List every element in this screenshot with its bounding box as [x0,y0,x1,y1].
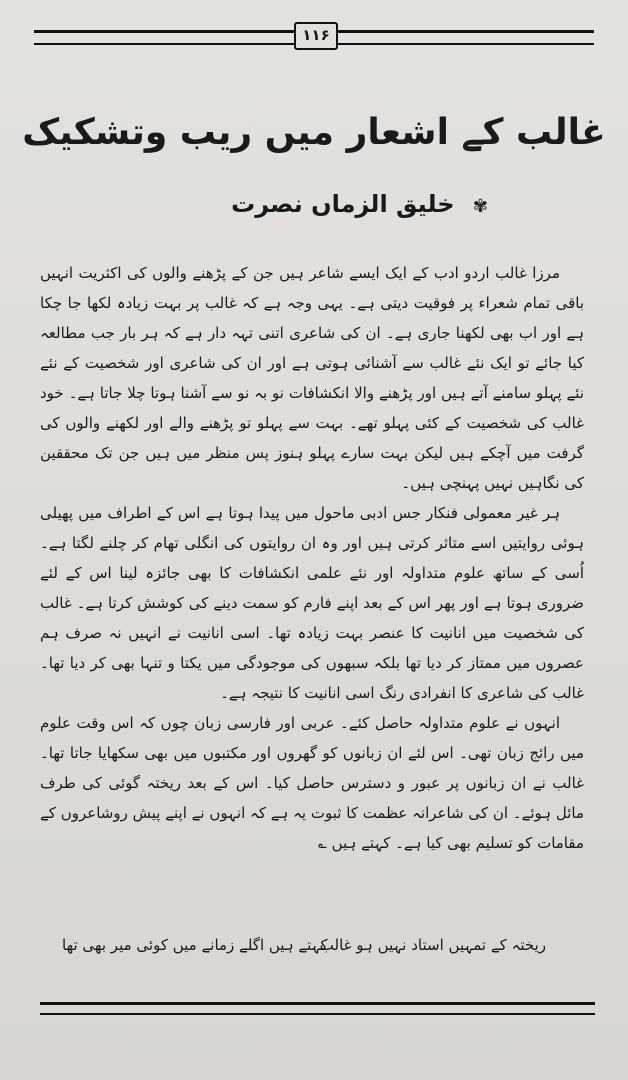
couplet-line-2: کہتے ہیں اگلے زمانے میں کوئی میر بھی تھا [62,936,328,954]
footer-rule [40,1002,595,1015]
couplet [40,936,584,966]
paragraph: مرزا غالب اردو ادب کے ایک ایسے شاعر ہیں جن کے پڑھنے والوں کی اکثریت انہیں باقی تمام شعراء پر فوقیت دیتی ہے۔ یہی وجہ ہے کہ غالب پر بہت زیادہ لکھا جا چکا ہے اور اب بھی لکھنا جاری ہے۔ ان کی شاعری اتنی تہہ دار ہے کہ ہر بار جب مطالعہ کیا جائے تو ایک نئے غالب سے آشنائی ہوتی ہے اور ان کی شاعری اور شخصیت کے نئے نئے پہلو سامنے آتے ہیں اور پڑھنے والا انکشافات نو بہ نو سے آشنا ہوتا چلا جاتا ہے۔ خود غالب کی شخصیت کے کئی پہلو تھے۔ بہت سے پہلو تو پڑھنے والے اور لکھنے والوں کی گرفت میں آچکے ہیں لیکن بہت سارے پہلو ہنوز پس منظر میں ہیں جن تک محققین کی نگاہیں نہیں پہنچی ہیں۔ [40,264,584,492]
page-number: ۱۱۶ [294,22,338,50]
flower-icon: ✾ [472,196,488,217]
article-body [40,258,584,858]
couplet-line-1: ریختہ کے تمہیں استاد نہیں ہو غالب [319,936,546,954]
article-title: غالب کے اشعار میں ریب وتشکیک [22,112,606,153]
paragraph: ہر غیر معمولی فنکار جس ادبی ماحول میں پیدا ہوتا ہے اس کے اطراف میں پھیلی ہوئی روایتیں اسے متاثر کرتی ہیں اور وہ ان روایتوں کی انگلی تھام کر چلنے لگتا ہے۔ اُسی کے ساتھ علوم متداولہ اور نئے علمی انکشافات کا بھی جائزہ لینا اس کے لئے ضروری ہوتا ہے اور پھر اس کے بعد اپنے فارم کو سمت دینے کی کوشش کرتا ہے۔ غالب کی شخصیت میں انانیت کا عنصر بہت زیادہ تھا۔ اسی انانیت نے انہیں نہ صرف ہم عصروں میں ممتاز کر دیا تھا بلکہ سبھوں کی موجودگی میں یکتا و تنہا بھی کر دیا تھا۔ غالب کی شاعری کا انفرادی رنگ اسی انانیت کا نتیجہ ہے۔ [40,504,584,702]
author-name: خلیق الزماں نصرت [231,190,455,218]
paragraph: انہوں نے علوم متداولہ حاصل کئے۔ عربی اور فارسی زبان چوں کہ اس وقت علوم میں رائج زبان تھی۔ اس لئے ان زبانوں کو گھروں اور مکتبوں میں بھی سکھایا جاتا تھا۔ غالب نے ان زبانوں پر عبور و دسترس حاصل کیا۔ اس کے بعد ریختہ گوئی کی طرف مائل ہوئے۔ ان کی شاعرانہ عظمت کا ثبوت یہ ہے کہ انہوں نے اپنے پیش روشاعروں کے مقامات کو تسلیم بھی کیا ہے۔ کہتے ہیں ؎ [40,714,584,852]
author-byline [0,190,628,218]
